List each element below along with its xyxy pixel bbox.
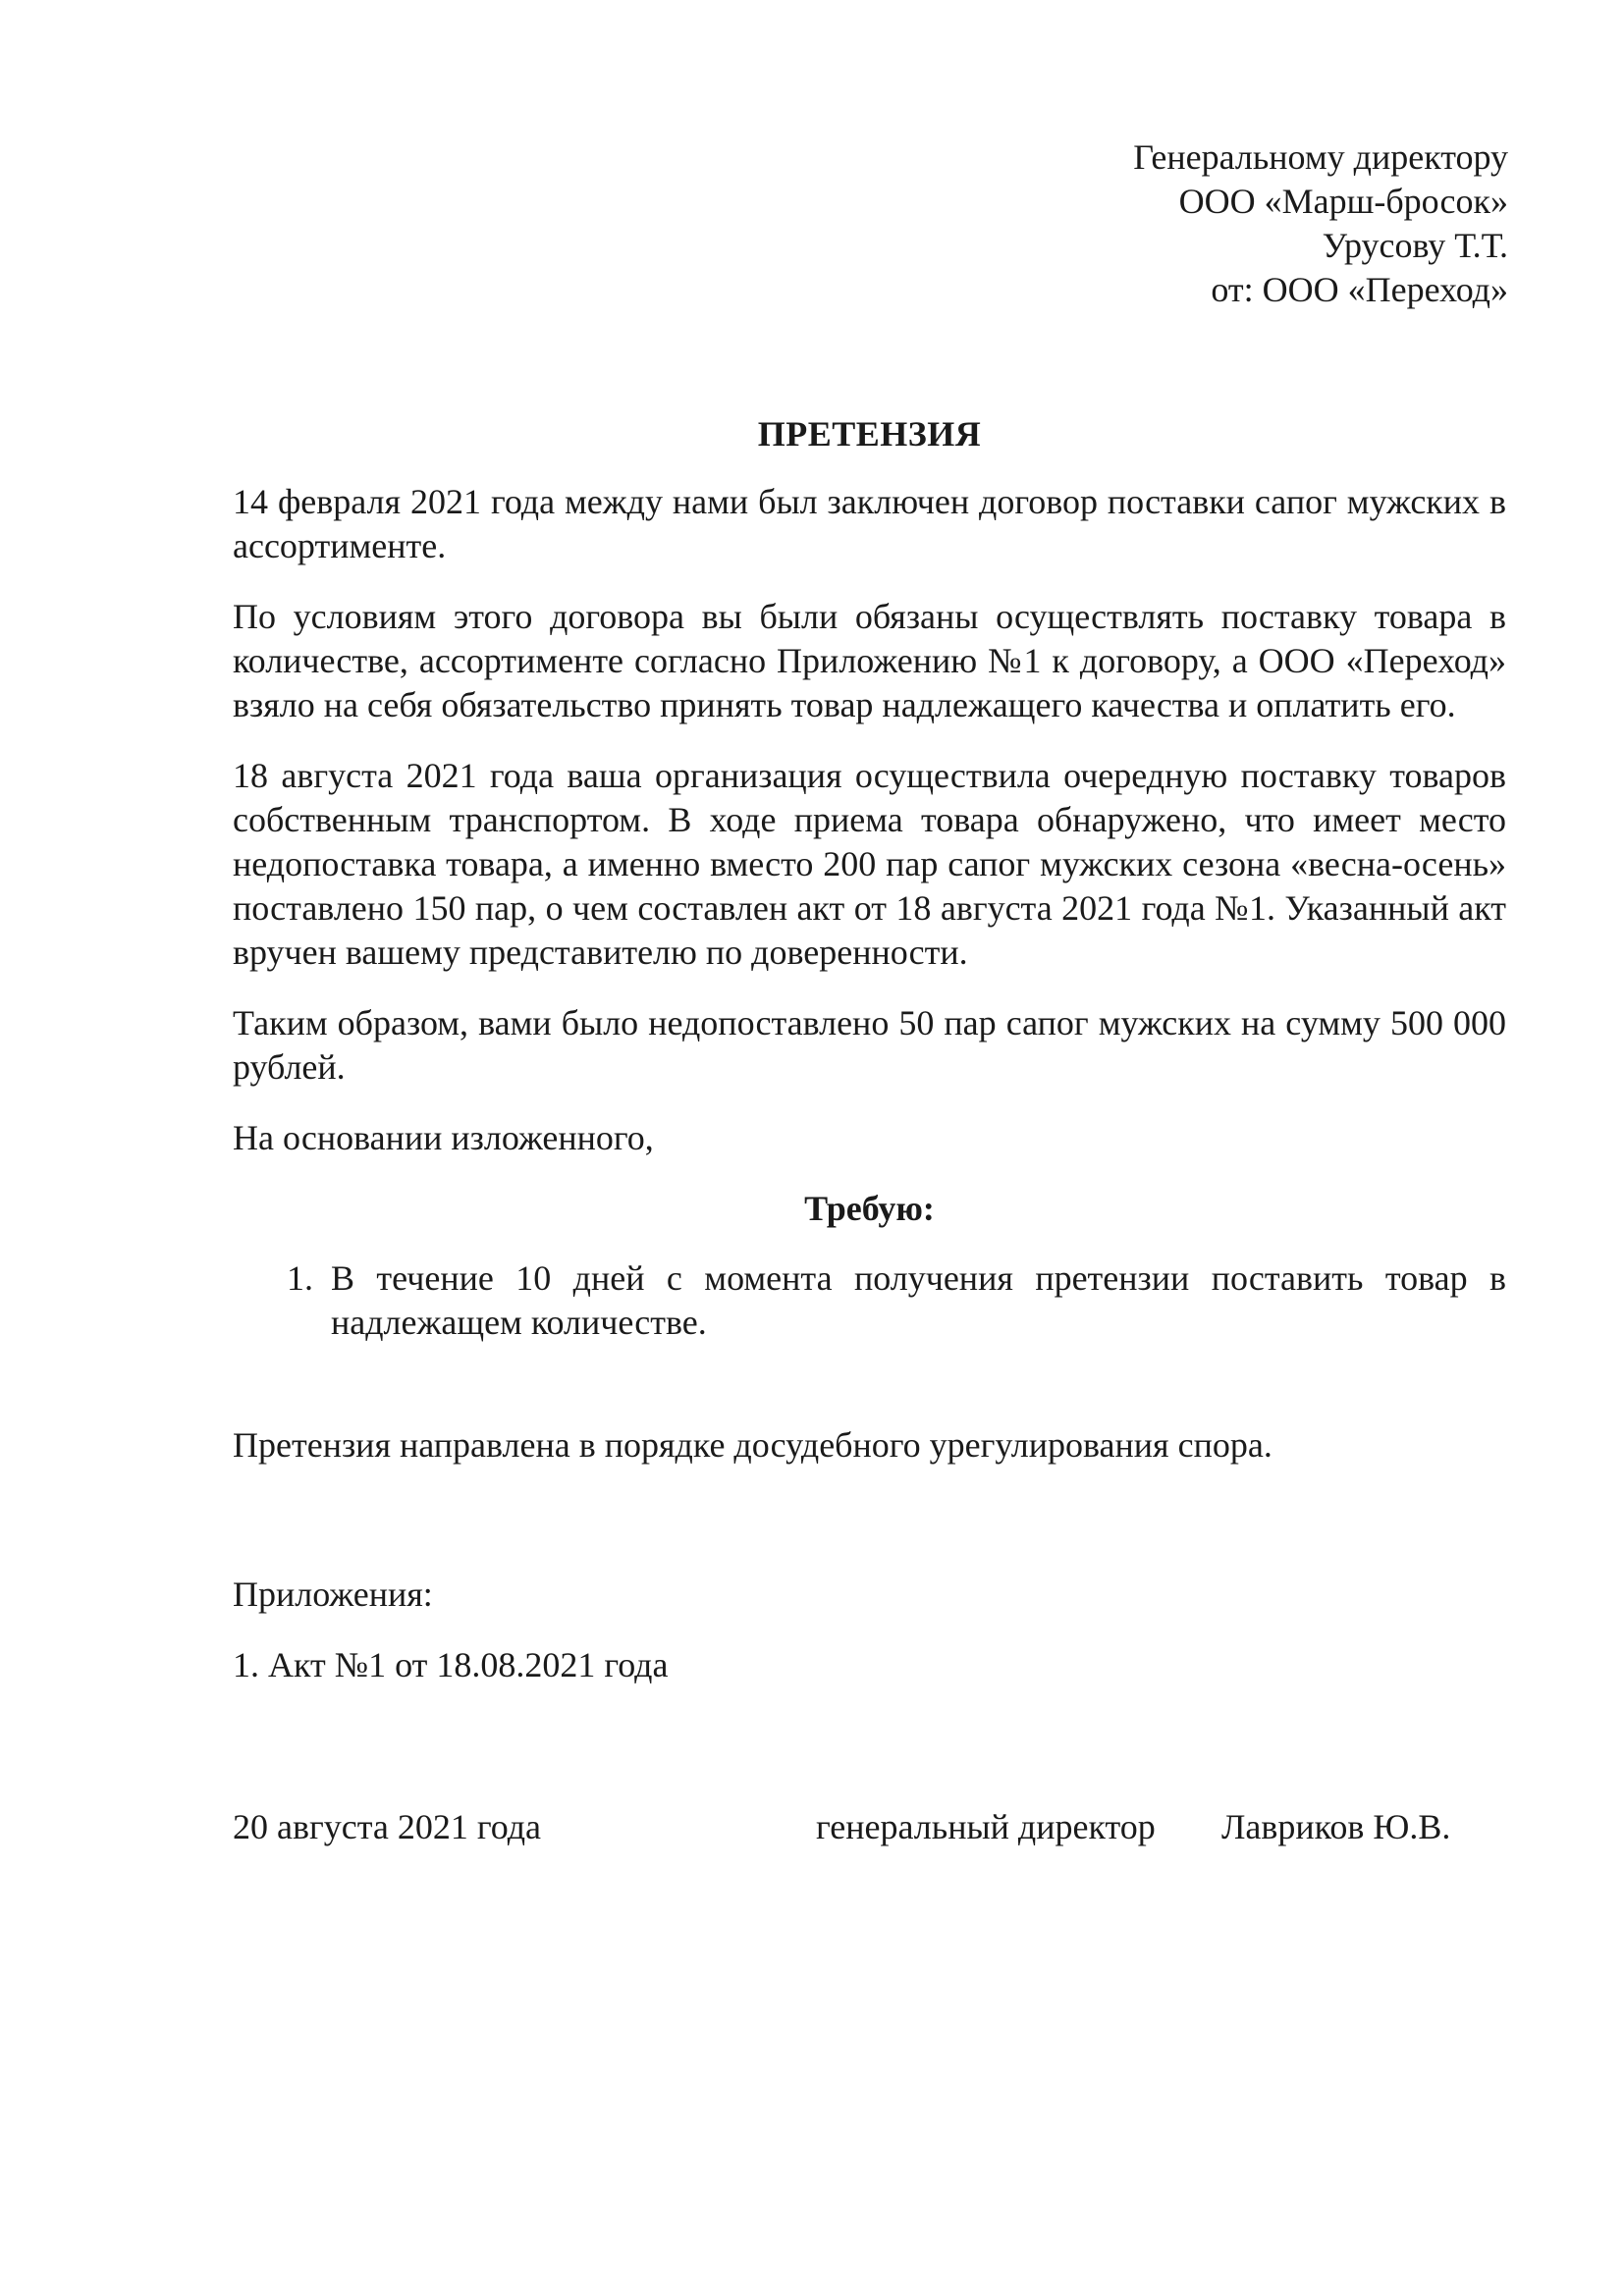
demand-list <box>233 1256 1506 1345</box>
addressee-line: Урусову Т.Т. <box>1322 226 1508 265</box>
body-paragraph: 14 февраля 2021 года между нами был заключен договор поставки сапог мужских в ассортименте. <box>233 482 1506 565</box>
attachment-item: 1. Акт №1 от 18.08.2021 года <box>233 1645 669 1684</box>
document-title: ПРЕТЕНЗИЯ <box>757 414 982 454</box>
body-paragraph: На основании изложенного, <box>233 1118 654 1157</box>
demand-item-text: В течение 10 дней с момента получения претензии поставить товар в надлежащем количестве. <box>331 1258 1506 1342</box>
demand-title: Требую: <box>804 1189 935 1228</box>
addressee-line: от: ООО «Переход» <box>1211 270 1508 309</box>
signature-line <box>233 1805 1506 1849</box>
document-body <box>233 412 1506 1849</box>
signature-name: Лавриков Ю.В. <box>1221 1807 1451 1846</box>
attachments-heading: Приложения: <box>233 1575 433 1614</box>
signature-position: генеральный директор <box>816 1807 1156 1846</box>
body-paragraph: 18 августа 2021 года ваша организация осуществила очередную поставку товаров собственным транспортом. В ходе приема товара обнаружено, что имеет место недопоставка товара, а именно вместо 200 пар сапог мужских сезона «весна-осень» поставлено 150 пар, о чем составлен акт от 18 августа 2021 года №1. Указанный акт вручен вашему представителю по доверенности. <box>233 756 1506 972</box>
note-paragraph: Претензия направлена в порядке досудебного урегулирования спора. <box>233 1425 1272 1465</box>
signature-date: 20 августа 2021 года <box>233 1807 541 1846</box>
demand-item-number: 1. <box>287 1258 313 1298</box>
body-paragraph: По условиям этого договора вы были обязаны осуществлять поставку товара в количестве, ассортименте согласно Приложению №1 к договору, а ООО «Переход» взяло на себя обязательство принять товар надлежащего качества и оплатить его. <box>233 597 1506 724</box>
addressee-block <box>821 135 1508 312</box>
addressee-line: Генеральному директору <box>1133 137 1508 177</box>
body-paragraph: Таким образом, вами было недопоставлено 50 пар сапог мужских на сумму 500 000 рублей. <box>233 1003 1506 1087</box>
demand-item <box>233 1256 1506 1345</box>
addressee-line: ООО «Марш-бросок» <box>1178 182 1508 221</box>
